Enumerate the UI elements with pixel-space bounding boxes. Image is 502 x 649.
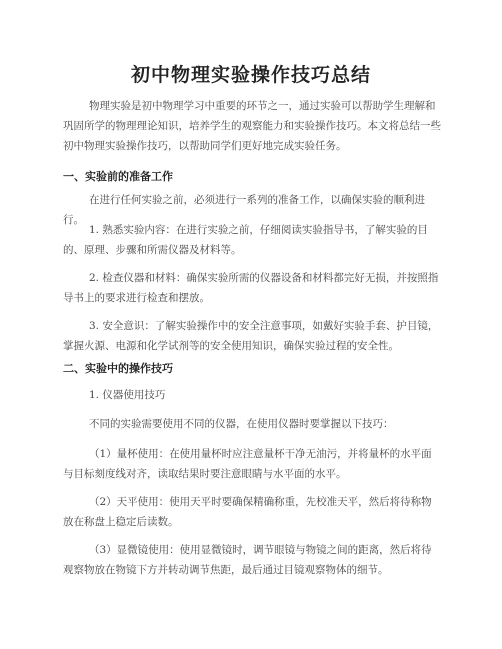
section-1-item-3-text: 3. 安全意识：了解实验操作中的安全注意事项，如戴好实验手套、护目镜，掌握火源、电源和化学试剂等的安全使用知识，确保实验过程的安全性。: [63, 320, 439, 352]
section-2-tip-1: [63, 444, 441, 484]
section-2-tip-3: [63, 540, 441, 580]
section-2-sub-1: [63, 385, 441, 405]
document-title: 初中物理实验操作技巧总结: [130, 64, 371, 86]
section-1-heading: 一、实验前的准备工作: [63, 170, 173, 183]
section-2-heading: 二、实验中的操作技巧: [63, 362, 173, 375]
section-2-tip-1-text: （1）量杯使用：在使用量杯时应注意量杯干净无油污，并将量杯的水平面与目标刻度线对齐，读取结果时要注意眼睛与水平面的水平。: [63, 448, 432, 480]
section-1-item-2-text: 2. 检查仪器和材料：确保实验所需的仪器设备和材料都完好无损，并按照指导书上的要求进行检查和摆放。: [63, 272, 439, 304]
section-2-sub-1-intro: [63, 414, 441, 434]
section-1-item-1-text: 1. 熟悉实验内容：在进行实验之前，仔细阅读实验指导书，了解实验的目的、原理、步骤和所需仪器及材料等。: [63, 224, 428, 256]
intro-paragraph: [63, 96, 441, 156]
section-2-sub-1-intro-text: 不同的实验需要使用不同的仪器，在使用仪器时要掌握以下技巧：: [89, 418, 394, 430]
section-2-sub-1-text: 1. 仪器使用技巧: [89, 389, 166, 401]
section-1-intro-text: 在进行任何实验之前，必须进行一系列的准备工作，以确保实验的顺利进行。: [63, 194, 425, 226]
intro-text: 物理实验是初中物理学习中重要的环节之一，通过实验可以帮助学生理解和巩固所学的物理理论知识，培养学生的观察能力和实验操作技巧。本文将总结一些初中物理实验操作技巧，以帮助同学们更好地完成实验任务。: [63, 100, 441, 152]
section-2-tip-2: [63, 492, 441, 532]
section-2-tip-2-text: （2）天平使用：使用天平时要确保精确称重，先校准天平，然后将待称物放在称盘上稳定后读数。: [63, 496, 432, 528]
section-1-item-3: [63, 316, 441, 356]
section-1-item-2: [63, 268, 441, 308]
section-1-item-1: [63, 220, 441, 260]
section-2-tip-3-text: （3）显微镜使用：使用显微镜时，调节眼镜与物镜之间的距离，然后将待观察物放在物镜下方并转动调节焦距，最后通过目镜观察物体的细节。: [63, 544, 432, 576]
